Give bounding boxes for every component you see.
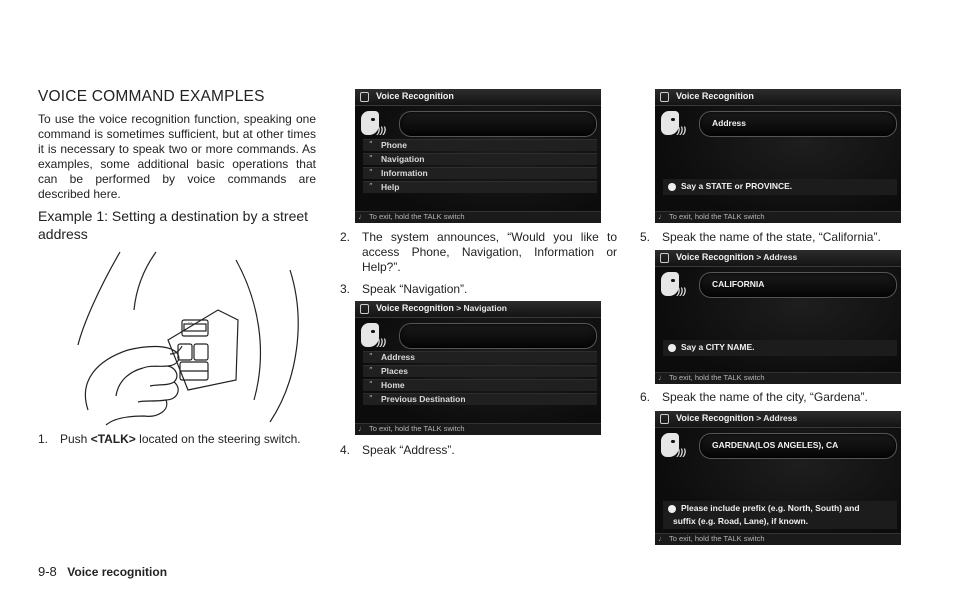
voice-recognition-icon — [660, 414, 669, 424]
voice-command-icon: ″ — [369, 352, 372, 361]
page-footer — [38, 563, 167, 581]
page-number: 9-8 — [38, 564, 57, 579]
screen-title-bar — [355, 301, 601, 318]
voice-command-icon: ″ — [369, 154, 372, 163]
talk-switch-icon: ♩ — [658, 212, 666, 221]
section-heading: VOICE COMMAND EXAMPLES — [38, 88, 265, 105]
info-icon — [668, 183, 676, 191]
step-5-number: 5. — [640, 230, 651, 244]
screen-footer: ♩ To exit, hold the TALK switch — [655, 533, 901, 545]
svg-text:...: ... — [188, 319, 193, 325]
screen-footer: ♩ To exit, hold the TALK switch — [655, 372, 901, 384]
step-6-number: 6. — [640, 390, 651, 404]
intro-paragraph: To use the voice recognition function, speaking one command is sometimes sufficient, but at other times it is necessary to speak two or more commands. As examples, some additional basic operations that can be performed by voice commands are described here. — [38, 112, 316, 201]
talk-key-label: <TALK> — [90, 432, 136, 446]
step-3-number: 3. — [340, 282, 351, 296]
screen-title: Voice Recognition — [676, 252, 754, 262]
screen-breadcrumb: > Address — [753, 413, 798, 423]
speaking-head-icon: ))) — [361, 323, 387, 353]
screen-title: Voice Recognition — [376, 303, 454, 313]
screen-voice-recognition-main — [355, 89, 601, 223]
menu-item-previous-destination[interactable]: ″ Previous Destination — [363, 393, 597, 405]
screen-address-entry — [655, 89, 901, 223]
talk-switch-icon: ♩ — [358, 424, 366, 433]
step-3-text: Speak “Navigation”. — [362, 282, 468, 296]
info-message: Please include prefix (e.g. North, South) and suffix (e.g. Road, Lane), if known. — [663, 501, 897, 529]
step-4-text: Speak “Address”. — [362, 443, 455, 457]
talk-switch-icon: ♩ — [658, 373, 666, 382]
voice-command-icon: ″ — [369, 168, 372, 177]
speaking-head-icon: ))) — [661, 433, 687, 463]
step-1 — [38, 432, 316, 464]
speaking-head-icon: ))) — [361, 111, 387, 141]
voice-input-field — [399, 111, 597, 137]
menu-item-home[interactable]: ″ Home — [363, 379, 597, 391]
voice-input-field: Address — [699, 111, 897, 137]
example-title: Example 1: Setting a destination by a street address — [38, 208, 309, 242]
info-message: Say a STATE or PROVINCE. — [663, 179, 897, 195]
step-5 — [640, 230, 917, 246]
step-2-number: 2. — [340, 230, 351, 244]
steering-switch-illustration — [58, 250, 304, 430]
step-4 — [340, 443, 617, 459]
voice-command-icon: ″ — [369, 182, 372, 191]
screen-footer: ♩ To exit, hold the TALK switch — [655, 211, 901, 223]
step-6 — [640, 390, 917, 406]
screen-title-bar — [655, 250, 901, 267]
screen-footer: ♩ To exit, hold the TALK switch — [355, 423, 601, 435]
step-4-number: 4. — [340, 443, 351, 457]
voice-input-field: GARDENA(LOS ANGELES), CA — [699, 433, 897, 459]
screen-city-entered — [655, 411, 901, 545]
speaking-head-icon: ))) — [661, 272, 687, 302]
voice-recognition-icon — [660, 92, 669, 102]
screen-title-bar — [655, 411, 901, 428]
step-1-number: 1. — [38, 432, 49, 446]
voice-input-field: CALIFORNIA — [699, 272, 897, 298]
voice-recognition-icon — [360, 92, 369, 102]
voice-input-field — [399, 323, 597, 349]
step-6-text: Speak the name of the city, “Gardena”. — [662, 390, 868, 404]
step-1-text-pre: Push — [60, 432, 91, 446]
screen-footer: ♩ To exit, hold the TALK switch — [355, 211, 601, 223]
talk-switch-icon: ♩ — [658, 534, 666, 543]
screen-breadcrumb: > Address — [753, 252, 798, 262]
screen-state-entered — [655, 250, 901, 384]
menu-item-phone[interactable]: ″ Phone — [363, 139, 597, 151]
section-name: Voice recognition — [67, 565, 168, 579]
menu-item-information[interactable]: ″ Information — [363, 167, 597, 179]
menu-item-address[interactable]: ″ Address — [363, 351, 597, 363]
speaking-head-icon: ))) — [661, 111, 687, 141]
voice-recognition-icon — [360, 304, 369, 314]
step-2 — [340, 230, 617, 278]
screen-title-bar — [355, 89, 601, 106]
screen-title: Voice Recognition — [676, 413, 754, 423]
talk-switch-icon: ♩ — [358, 212, 366, 221]
step-2-text: The system announces, “Would you like to access Phone, Navigation, Information or Help?”. — [362, 230, 617, 274]
screen-breadcrumb: > Navigation — [453, 303, 507, 313]
menu-item-help[interactable]: ″ Help — [363, 181, 597, 193]
screen-title: Voice Recognition — [676, 91, 754, 101]
step-5-text: Speak the name of the state, “California”. — [662, 230, 881, 244]
menu-item-navigation[interactable]: ″ Navigation — [363, 153, 597, 165]
step-3 — [340, 282, 617, 298]
screen-navigation-menu — [355, 301, 601, 435]
voice-command-icon: ″ — [369, 394, 372, 403]
voice-command-icon: ″ — [369, 366, 372, 375]
voice-command-icon: ″ — [369, 380, 372, 389]
voice-command-icon: ″ — [369, 140, 372, 149]
screen-title-bar — [655, 89, 901, 106]
info-icon — [668, 505, 676, 513]
menu-item-places[interactable]: ″ Places — [363, 365, 597, 377]
screen-title: Voice Recognition — [376, 91, 454, 101]
step-1-text-post: located on the steering switch. — [135, 432, 301, 446]
voice-recognition-icon — [660, 253, 669, 263]
info-message: Say a CITY NAME. — [663, 340, 897, 356]
info-icon — [668, 344, 676, 352]
